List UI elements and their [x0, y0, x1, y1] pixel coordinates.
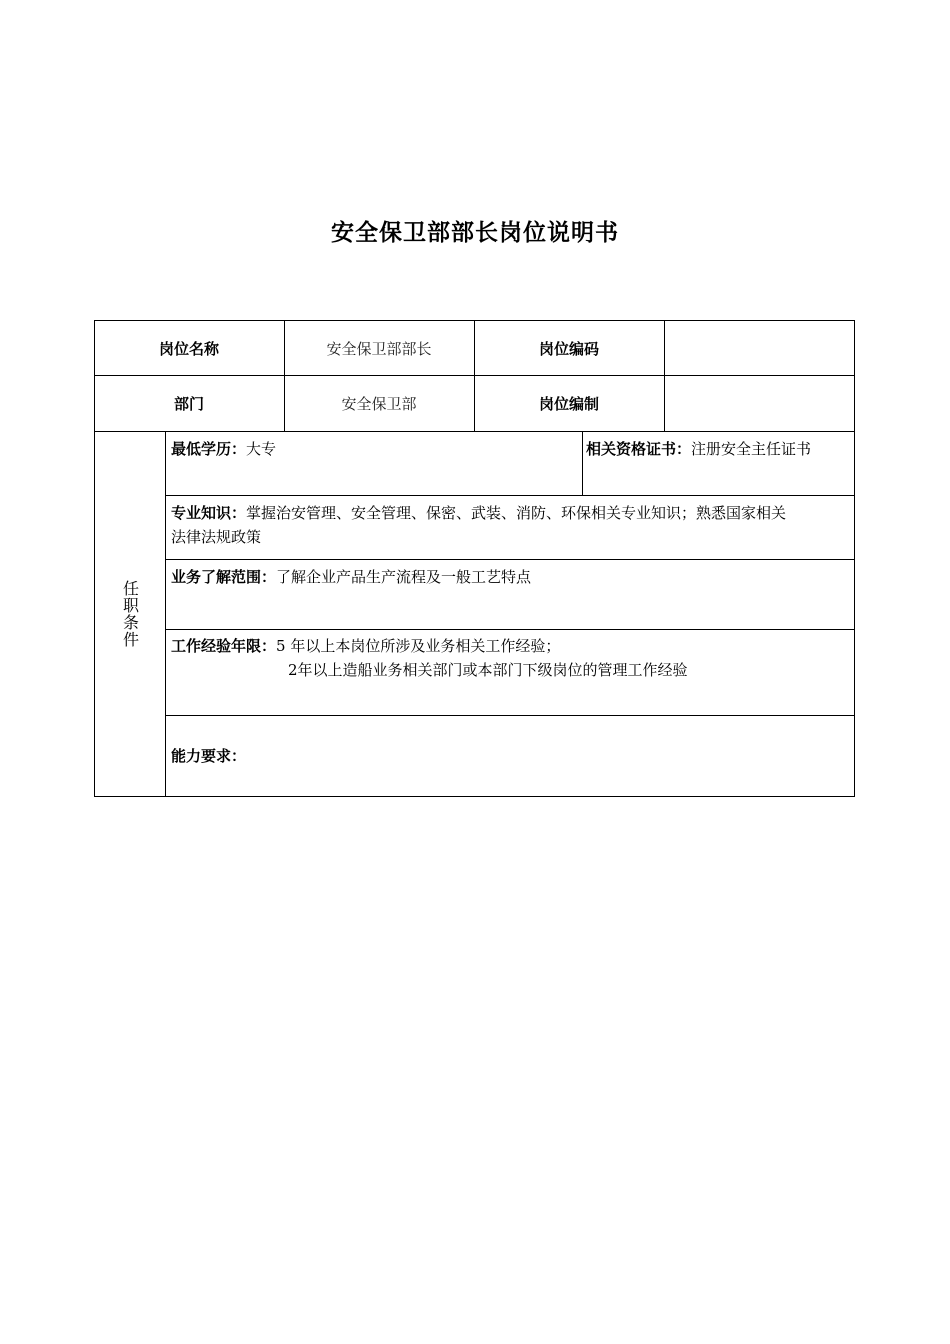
table-border-bottom: [94, 796, 855, 797]
requirements-section-label: 任职条件: [120, 580, 140, 648]
certificate-value: 注册安全主任证书: [691, 440, 812, 458]
row-divider-6: [166, 715, 855, 716]
row-divider-3: [166, 495, 855, 496]
row-divider-4: [166, 559, 855, 560]
job-description-table: [94, 320, 855, 797]
education-requirement: [171, 437, 276, 461]
education-value: 大专: [246, 440, 277, 458]
knowledge-requirement: [171, 501, 786, 549]
knowledge-line-1: 掌握治安管理、安全管理、保密、武装、消防、环保相关专业知识；熟悉国家相关: [246, 504, 787, 522]
position-code-value: [664, 320, 854, 376]
headcount-value: [664, 376, 854, 431]
position-name-label: 岗位名称: [158, 339, 219, 358]
certificate-requirement: [586, 437, 811, 461]
experience-line-1: 5 年以上本岗位所涉及业务相关工作经验；: [276, 637, 561, 655]
row-divider-5: [166, 629, 855, 630]
business-value: 了解企业产品生产流程及一般工艺特点: [276, 568, 532, 586]
business-label: 业务了解范围：: [171, 568, 277, 586]
page-title: 安全保卫部部长岗位说明书: [331, 220, 619, 246]
experience-requirement: [171, 634, 688, 682]
position-code-label: 岗位编码: [538, 339, 599, 358]
position-name-value: 安全保卫部部长: [326, 339, 432, 358]
ability-label: 能力要求：: [171, 747, 247, 765]
knowledge-line-2: 法律法规政策: [171, 528, 262, 546]
row-divider-2: [94, 431, 855, 432]
ability-requirement: [171, 744, 246, 768]
certificate-label: 相关资格证书：: [586, 440, 692, 458]
department-label: 部门: [173, 395, 204, 413]
certificate-divider: [582, 431, 583, 495]
experience-line-2: 2年以上造船业务相关部门或本部门下级岗位的管理工作经验: [288, 661, 688, 679]
business-requirement: [171, 565, 531, 589]
knowledge-label: 专业知识：: [171, 504, 247, 522]
education-label: 最低学历：: [171, 440, 247, 458]
department-value: 安全保卫部: [341, 395, 417, 413]
headcount-label: 岗位编制: [538, 395, 599, 413]
experience-label: 工作经验年限：: [171, 637, 277, 655]
table-border-right: [854, 320, 855, 797]
